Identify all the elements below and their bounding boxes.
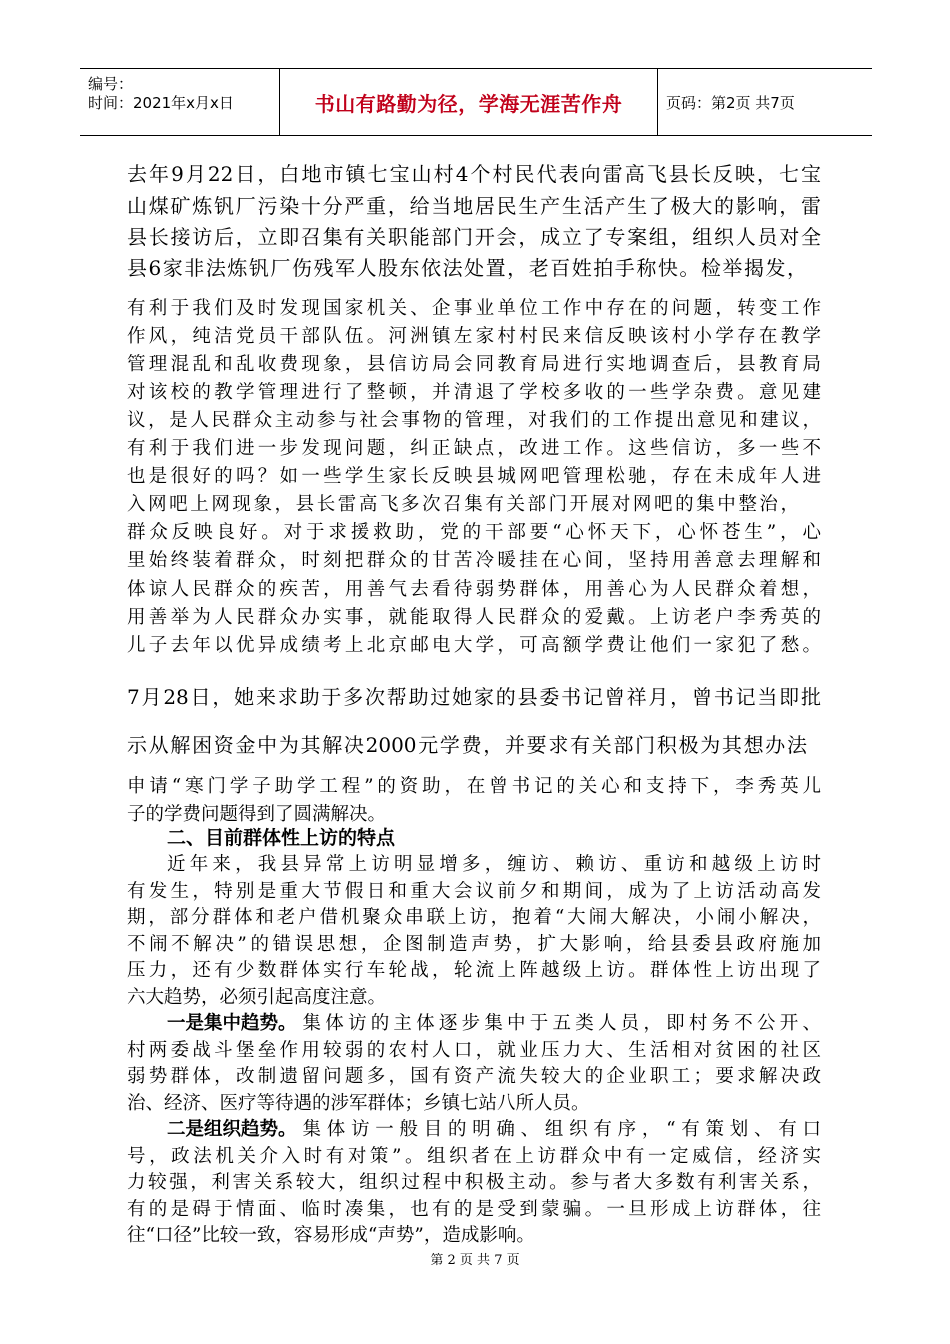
paragraph-first-line xyxy=(167,1012,821,1036)
body-line: 弱势群体，改制遗留问题多，国有资产流失较大的企业职工；要求解决政 xyxy=(127,1066,821,1087)
header-table xyxy=(80,68,872,136)
number-label: 编号： xyxy=(88,75,134,93)
body-line: 对该校的教学管理进行了整顿，并清退了学校多收的一些学杂费。意见建 xyxy=(127,382,821,403)
body-line: 山煤矿炼钒厂污染十分严重，给当地居民生产生活产生了极大的影响，雷 xyxy=(127,194,821,218)
body-line: 力较强，利害关系较大，组织过程中积极主动。参与者大多数有利害关系， xyxy=(127,1172,821,1193)
body-line: 村两委战斗堡垒作用较弱的农村人口，就业压力大、生活相对贫困的社区 xyxy=(127,1040,821,1061)
body-line: 不闹不解决”的错误思想，企图制造声势，扩大影响，给县委县政府施加 xyxy=(127,934,821,955)
body-line: 里始终装着群众，时刻把群众的甘苦冷暖挂在心间，坚持用善意去理解和 xyxy=(127,550,821,571)
body-line: 县6家非法炼钒厂伤残军人股东依法处置，老百姓拍手称快。检举揭发， xyxy=(127,256,807,280)
body-line: 示从解困资金中为其解决2000元学费，并要求有关部门积极为其想办法 xyxy=(127,733,807,757)
header-meta xyxy=(80,69,280,135)
body-line: 也是很好的吗？如一些学生家长反映县城网吧管理松驰，存在未成年人进 xyxy=(127,466,821,487)
body-line: 集体访一般目的明确、组织有序，“有策划、有口 xyxy=(302,1119,821,1140)
paragraph-first-line xyxy=(167,1118,821,1142)
body-line: 期，部分群体和老户借机聚众串联上访，抱着“大闹大解决，小闹小解决， xyxy=(127,907,821,928)
time-label: 时间：2021年x月x日 xyxy=(88,94,234,112)
body-line: 7月28日，她来求助于多次帮助过她家的县委书记曾祥月，曾书记当即批 xyxy=(127,685,821,709)
body-line: 有发生，特别是重大节假日和重大会议前夕和期间，成为了上访活动高发 xyxy=(127,881,821,902)
body-line: 群众反映良好。对于求援救助，党的干部要“心怀天下，心怀苍生”，心 xyxy=(127,522,821,543)
body-line: 县长接访后，立即召集有关职能部门开会，成立了专案组，组织人员对全 xyxy=(127,225,821,249)
body-line: 近年来，我县异常上访明显增多，缠访、赖访、重访和越级上访时 xyxy=(167,854,821,875)
body-line: 往“口径”比较一致，容易形成“声势”，造成影响。 xyxy=(127,1225,535,1246)
trend-heading-concentration: 一是集中趋势。 xyxy=(167,1013,297,1034)
header-motto: 书山有路勤为径，学海无涯苦作舟 xyxy=(280,69,658,135)
body-line: 治、经济、医疗等待遇的涉军群体；乡镇七站八所人员。 xyxy=(127,1093,590,1114)
header-page-info: 页码：第2页 共7页 xyxy=(666,93,795,112)
body-line: 用善举为人民群众办实事，就能取得人民群众的爱戴。上访老户李秀英的 xyxy=(127,607,821,628)
body-line: 去年9月22日，白地市镇七宝山村4个村民代表向雷高飞县长反映，七宝 xyxy=(127,162,821,186)
body-line: 号，政法机关介入时有对策”。组织者在上访群众中有一定威信，经济实 xyxy=(127,1146,821,1167)
body-line: 议，是人民群众主动参与社会事物的管理，对我们的工作提出意见和建议， xyxy=(127,410,821,431)
body-line: 集体访的主体逐步集中于五类人员，即村务不公开、 xyxy=(302,1013,821,1034)
body-line: 申请“寒门学子助学工程”的资助，在曾书记的关心和支持下，李秀英儿 xyxy=(127,776,821,797)
body-line: 六大趋势，必须引起高度注意。 xyxy=(127,987,387,1008)
body-line: 压力，还有少数群体实行车轮战，轮流上阵越级上访。群体性上访出现了 xyxy=(127,960,821,981)
body-line: 作风，纯洁党员干部队伍。河洲镇左家村村民来信反映该村小学存在教学 xyxy=(127,326,821,347)
section-heading: 二、目前群体性上访的特点 xyxy=(167,827,396,849)
page-footer: 第 2 页 共 7 页 xyxy=(430,1253,520,1268)
body-line: 管理混乱和乱收费现象，县信访局会同教育局进行实地调查后，县教育局 xyxy=(127,354,821,375)
body-line: 体谅人民群众的疾苦，用善气去看待弱势群体，用善心为人民群众着想， xyxy=(127,579,821,600)
body-line: 入网吧上网现象，县长雷高飞多次召集有关部门开展对网吧的集中整治， xyxy=(127,494,799,515)
body-line: 儿子去年以优异成绩考上北京邮电大学，可高额学费让他们一家犯了愁。 xyxy=(127,635,821,656)
body-line: 子的学费问题得到了圆满解决。 xyxy=(127,804,387,825)
body-line: 有利于我们及时发现国家机关、企事业单位工作中存在的问题，转变工作 xyxy=(127,298,821,319)
trend-heading-organization: 二是组织趋势。 xyxy=(167,1119,297,1140)
body-line: 有的是碍于情面、临时凑集，也有的是受到蒙骗。一旦形成上访群体，往 xyxy=(127,1199,821,1220)
body-line: 有利于我们进一步发现问题，纠正缺点，改进工作。这些信访，多一些不 xyxy=(127,438,821,459)
